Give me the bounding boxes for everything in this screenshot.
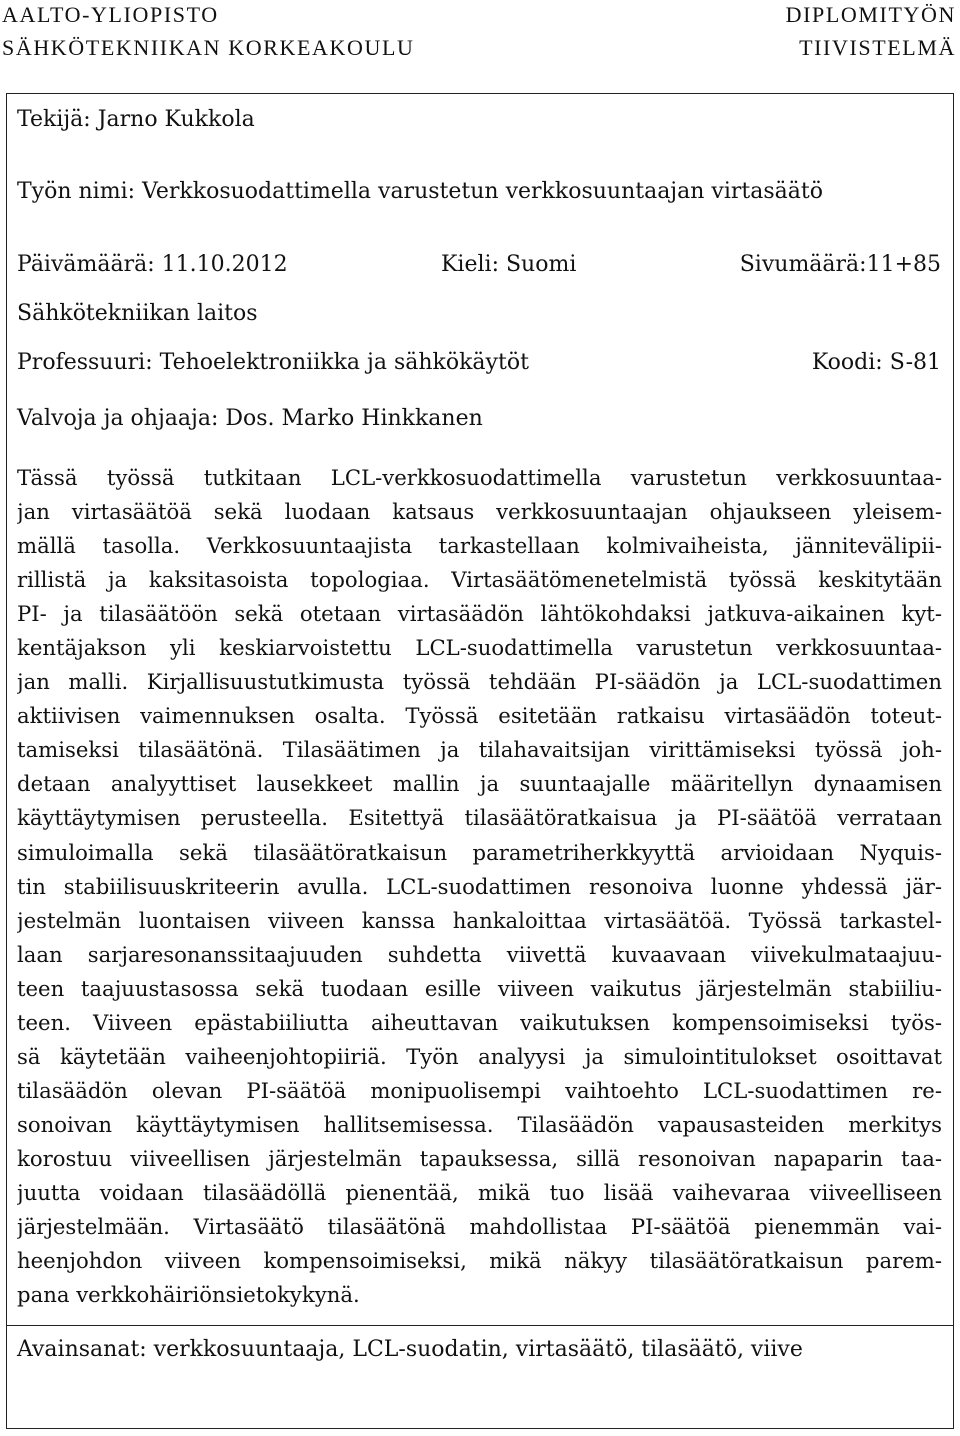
abstract-line: tin stabiilisuuskriteerin avulla. LCL-suodattimen resonoiva luonne yhdessä jär- bbox=[17, 873, 942, 899]
abstract-line: heenjohdon viiveen kompensoimiseksi, mikä näkyy tilasäätöratkaisun parem- bbox=[17, 1248, 942, 1274]
author-row bbox=[17, 105, 941, 135]
page-header bbox=[0, 0, 960, 66]
professorship-row bbox=[17, 348, 941, 378]
header-right bbox=[786, 0, 956, 64]
abstract-line: sä käytetään vaiheenjohtopiiriä. Työn analyysi ja simulointitulokset osoittavat bbox=[17, 1043, 942, 1069]
abstract-line: tilasäädön olevan PI-säätöä monipuolisempi vaihtoehto LCL-suodattimen re- bbox=[17, 1077, 942, 1103]
date-field: Päivämäärä: 11.10.2012 bbox=[17, 252, 288, 277]
abstract-line: Tässä työssä tutkitaan LCL-verkkosuodattimella varustetun verkkosuuntaa- bbox=[17, 465, 942, 490]
abstract-body bbox=[17, 461, 942, 1312]
abstract-form-box bbox=[6, 93, 954, 1429]
abstract-line: käyttäytymisen perusteella. Esitettyä tilasäätöratkaisua ja PI-säätöä verrataan bbox=[17, 805, 942, 831]
abstract-line: juutta voidaan tilasäädöllä pienentää, mikä tuo lisää vaihevaraa viiveelliseen bbox=[17, 1179, 942, 1205]
thesis-title-field: Työn nimi: Verkkosuodattimella varustetun verkkosuuntaajan virtasäätö bbox=[17, 179, 823, 204]
doc-type-line2: TIIVISTELMÄ bbox=[799, 35, 956, 60]
abstract-line: järjestelmään. Virtasäätö tilasäätönä mahdollistaa PI-säätöä pienemmän vai- bbox=[17, 1214, 942, 1240]
author-field: Tekijä: Jarno Kukkola bbox=[17, 107, 255, 132]
title-row bbox=[17, 177, 941, 207]
keywords-field: Avainsanat: verkkosuuntaaja, LCL-suodatin, virtasäätö, tilasäätö, viive bbox=[17, 1337, 803, 1362]
abstract-line: teen. Viiveen epästabiiliutta aiheuttavan vaikutuksen kompensoimiseksi työs- bbox=[17, 1009, 942, 1035]
keywords-row bbox=[17, 1335, 803, 1365]
department-field: Sähkötekniikan laitos bbox=[17, 301, 258, 326]
department-row bbox=[17, 299, 941, 329]
professorship-field: Professuuri: Tehoelektroniikka ja sähkökäytöt bbox=[17, 350, 529, 375]
abstract-line: jan virtasäätöä sekä luodaan katsaus verkkosuuntaajan ohjaukseen yleisem- bbox=[17, 499, 942, 525]
abstract-line: simuloimalla sekä tilasäätöratkaisun parametriherkkyyttä arvioidaan Nyquis- bbox=[17, 839, 942, 865]
abstract-line: tamiseksi tilasäätönä. Tilasäätimen ja tilahavaitsijan virittämiseksi työssä joh- bbox=[17, 737, 942, 763]
abstract-line: jestelmän luontaisen viiveen kanssa hankaloittaa virtasäätöä. Työssä tarkastel- bbox=[17, 907, 942, 933]
page-count-field: Sivumäärä:11+85 bbox=[739, 252, 941, 277]
abstract-line: sonoivan käyttäytymisen hallitsemisessa. Tilasäädön vapausasteiden merkitys bbox=[17, 1111, 942, 1137]
abstract-line: laan sarjaresonanssitaajuuden suhdetta viivettä kuvaavaan viivekulmataajuu- bbox=[17, 941, 942, 967]
abstract-line: PI- ja tilasäätöön sekä otetaan virtasäädön lähtökohdaksi jatkuva-aikainen kyt- bbox=[17, 601, 942, 627]
supervisor-row bbox=[17, 404, 941, 434]
university-name: AALTO-YLIOPISTO bbox=[2, 2, 219, 27]
abstract-line: detaan analyyttiset lausekkeet mallin ja suuntaajalle määritellyn dynaamisen bbox=[17, 771, 942, 797]
supervisor-field: Valvoja ja ohjaaja: Dos. Marko Hinkkanen bbox=[17, 406, 483, 431]
header-left bbox=[2, 0, 415, 64]
abstract-line: rillistä ja kaksitasoista topologiaa. Virtasäätömenetelmistä työssä keskitytään bbox=[17, 567, 942, 593]
abstract-line: jan malli. Kirjallisuustutkimusta työssä tehdään PI-säädön ja LCL-suodattimen bbox=[17, 669, 942, 695]
abstract-line: mällä tasolla. Verkkosuuntaajista tarkastellaan kolmivaiheista, jännitevälipii- bbox=[17, 533, 942, 559]
code-field: Koodi: S-81 bbox=[811, 350, 941, 375]
abstract-line: pana verkkohäiriönsietokykynä. bbox=[17, 1282, 360, 1308]
abstract-line: korostuu viiveellisen järjestelmän tapauksessa, sillä resonoivan napaparin taa- bbox=[17, 1145, 942, 1171]
abstract-line: teen taajuustasossa sekä tuodaan esille viiveen vaikutus järjestelmän stabiiliu- bbox=[17, 975, 942, 1001]
keywords-divider bbox=[7, 1325, 953, 1326]
language-field: Kieli: Suomi bbox=[441, 252, 577, 277]
date-language-pages-row bbox=[17, 250, 941, 280]
school-name: SÄHKÖTEKNIIKAN KORKEAKOULU bbox=[2, 35, 415, 60]
abstract-line: kentäjakson yli keskiarvoistettu LCL-suodattimella varustetun verkkosuuntaa- bbox=[17, 635, 942, 661]
abstract-line: aktiivisen vaimennuksen osalta. Työssä esitetään ratkaisu virtasäädön toteut- bbox=[17, 703, 942, 729]
doc-type-line1: DIPLOMITYÖN bbox=[785, 2, 956, 27]
